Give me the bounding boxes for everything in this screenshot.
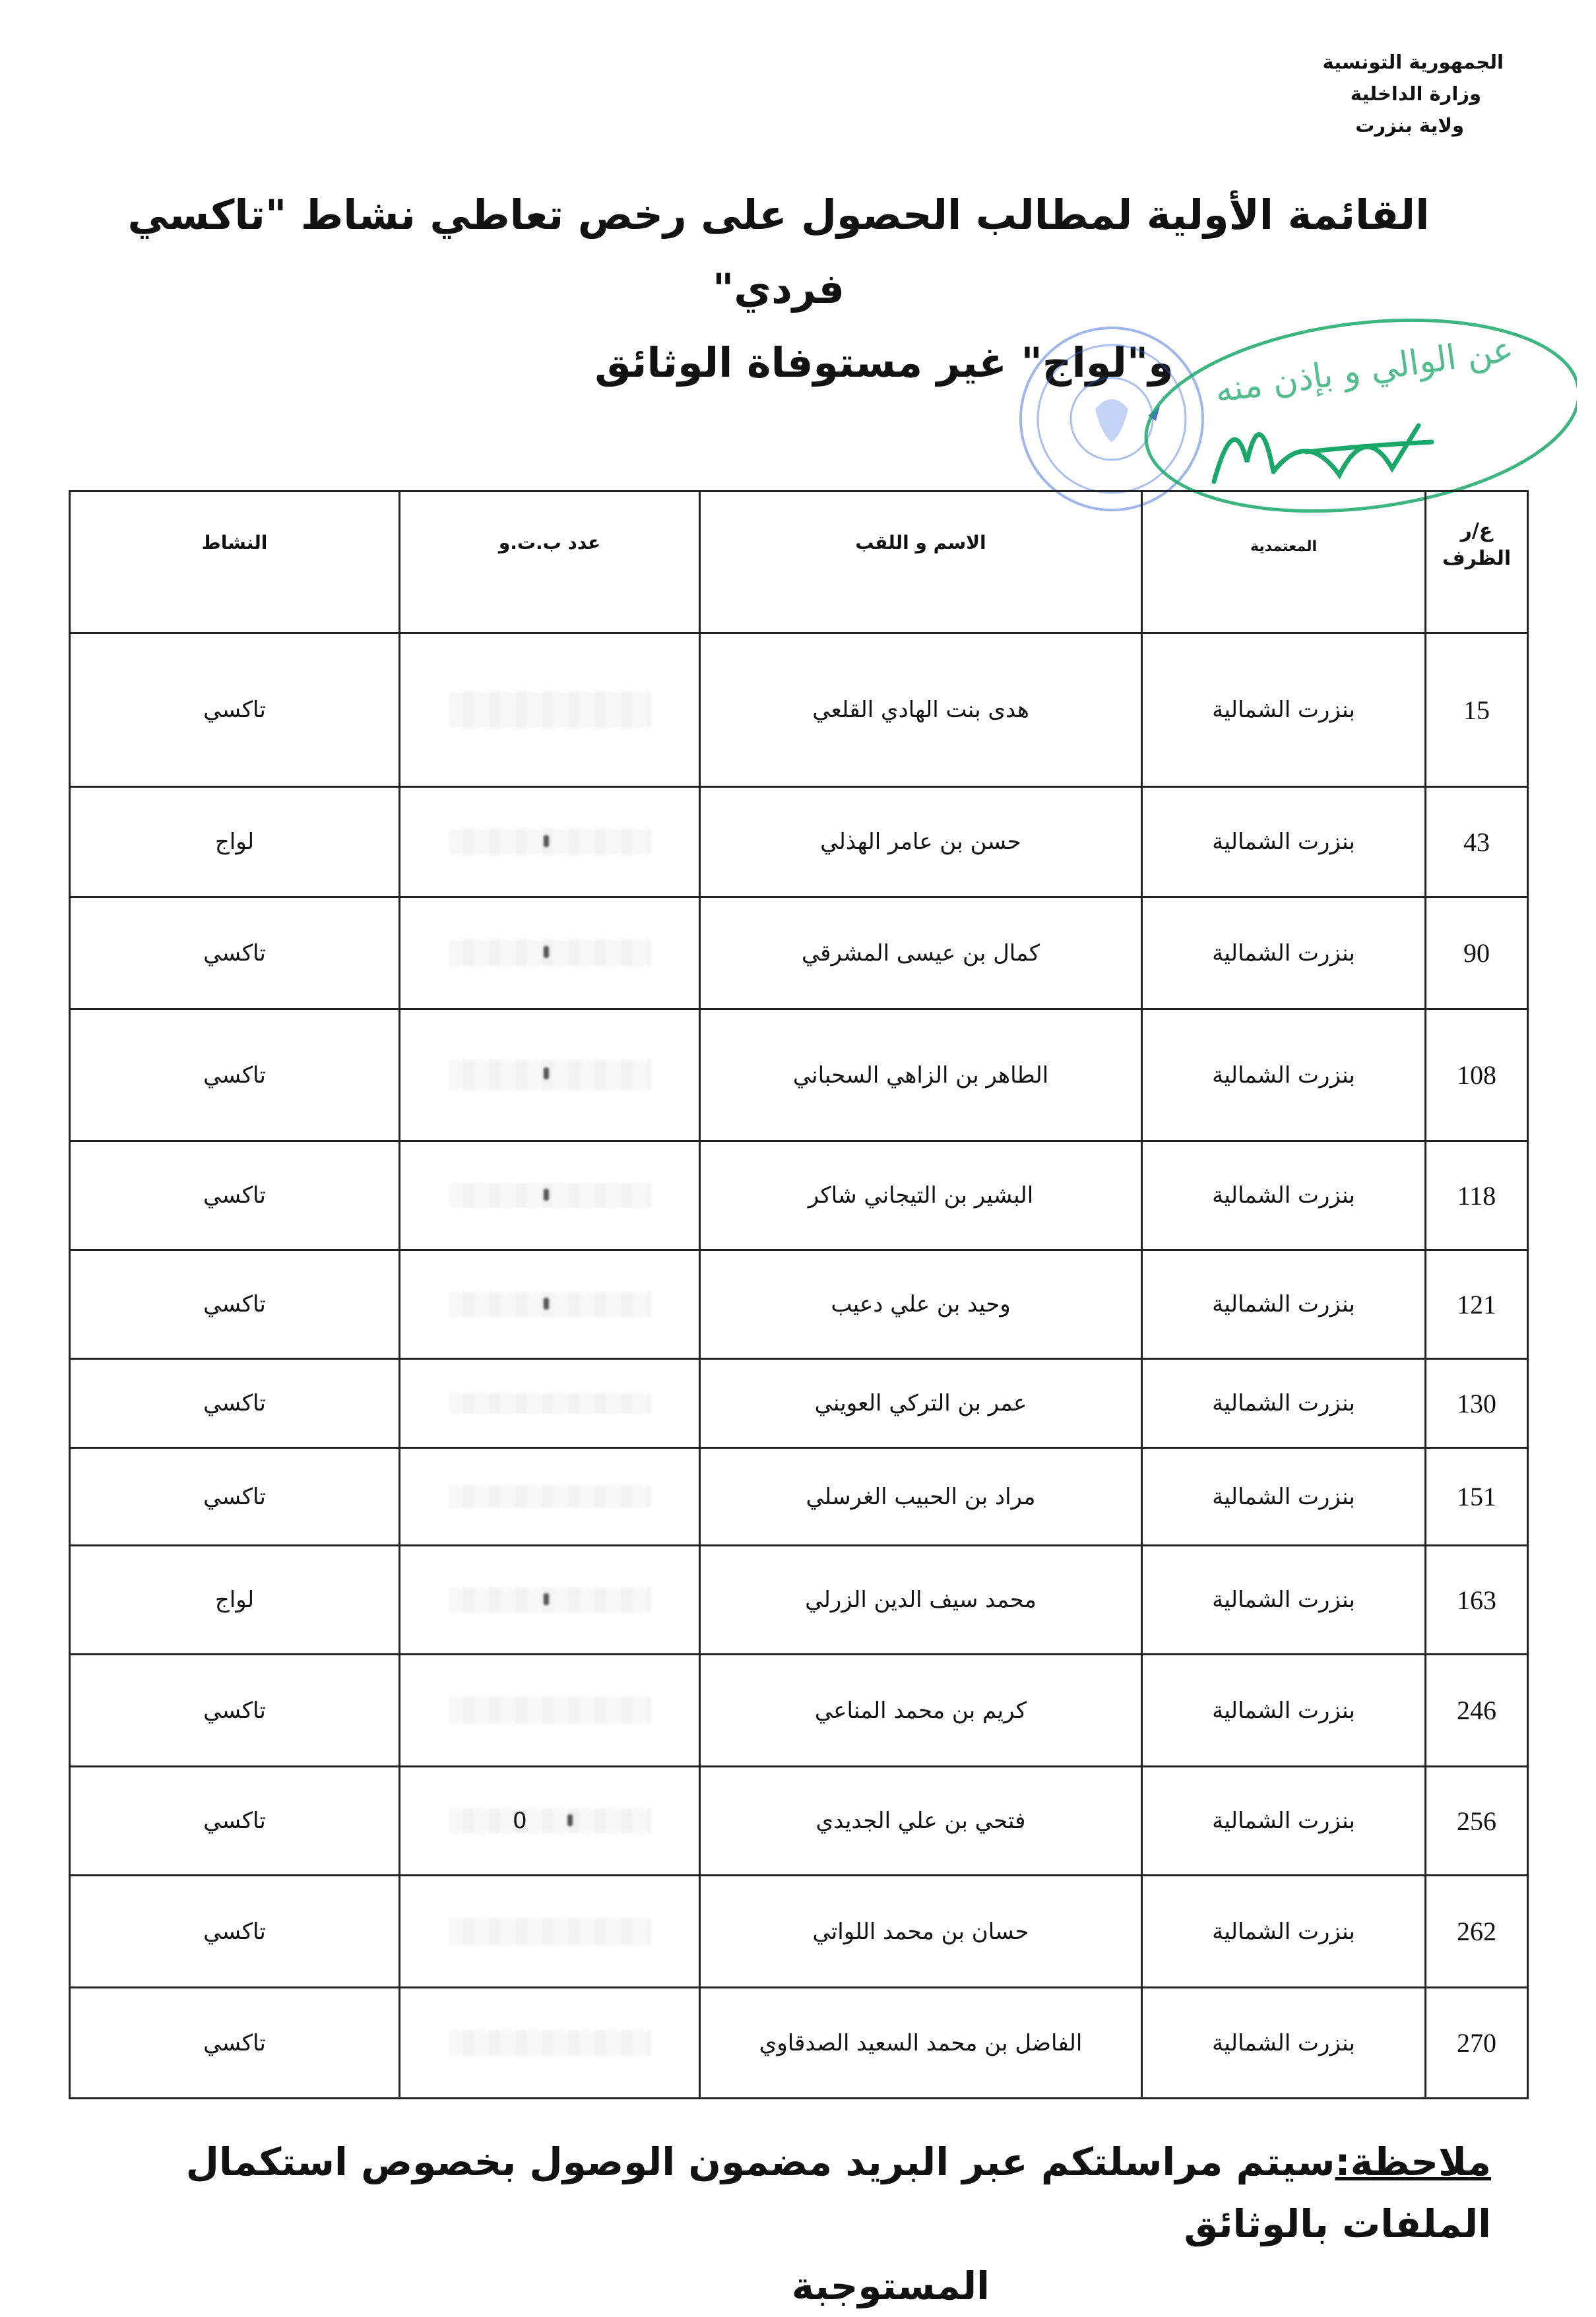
header-ministry: وزارة الداخلية (1350, 82, 1481, 105)
note-line-2: المستوجبة (791, 2264, 990, 2308)
table-row (70, 1988, 1528, 2099)
redaction-mark (448, 1697, 651, 1723)
cell-envelope-number: 43 (1426, 787, 1528, 897)
redaction-residue (544, 946, 549, 958)
cell-activity: تاكسي (70, 1876, 400, 1988)
redaction-mark (448, 691, 651, 728)
cell-full-name: كمال بن عيسى المشرقي (700, 897, 1142, 1009)
cell-full-name: عمر بن التركي العويني (700, 1359, 1142, 1448)
stamp-handwriting: عن الوالي و بإذن منه (1212, 329, 1516, 411)
redaction-residue (544, 1067, 549, 1079)
cell-delegation: بنزرت الشمالية (1142, 1655, 1426, 1767)
table-row (70, 1141, 1528, 1250)
cell-activity: لواج (70, 787, 400, 897)
cell-envelope-number: 90 (1426, 897, 1528, 1009)
cell-delegation: بنزرت الشمالية (1142, 1250, 1426, 1359)
redaction-mark (448, 1485, 651, 1508)
header-delegation: المعتمدية (1142, 492, 1426, 633)
cell-full-name: البشير بن التيجاني شاكر (700, 1141, 1142, 1250)
cell-envelope-number: 108 (1426, 1009, 1528, 1141)
header-id-number: عدد ب.ت.و (400, 492, 700, 633)
cell-full-name: وحيد بن علي دعيب (700, 1250, 1142, 1359)
cell-full-name: هدى بنت الهادي القلعي (700, 633, 1142, 787)
table-row (70, 1448, 1528, 1546)
cell-id-number-redacted (400, 1546, 700, 1655)
table-row (70, 1655, 1528, 1767)
table-row (70, 897, 1528, 1009)
cell-activity: تاكسي (70, 1009, 400, 1141)
cell-full-name: حسن بن عامر الهذلي (700, 787, 1142, 897)
cell-delegation: بنزرت الشمالية (1142, 787, 1426, 897)
cell-full-name: محمد سيف الدين الزرلي (700, 1546, 1142, 1655)
cell-activity: لواج (70, 1546, 400, 1655)
redaction-mark (448, 1292, 651, 1317)
cell-id-number-redacted (400, 897, 700, 1009)
header-republic: الجمهورية التونسية (1322, 51, 1504, 73)
cell-id-number-redacted (400, 1009, 700, 1141)
table-row (70, 787, 1528, 897)
cell-delegation: بنزرت الشمالية (1142, 1876, 1426, 1988)
cell-envelope-number: 15 (1426, 633, 1528, 787)
note-label: ملاحظة: (1335, 2140, 1491, 2184)
cell-full-name: الطاهر بن الزاهي السحباني (700, 1009, 1142, 1141)
redaction-mark (448, 1183, 651, 1209)
redaction-mark (448, 1393, 651, 1414)
redaction-residue (544, 1593, 549, 1605)
redaction-residue (544, 1298, 549, 1310)
cell-activity: تاكسي (70, 633, 400, 787)
redaction-mark (448, 1587, 651, 1613)
table-row (70, 1876, 1528, 1988)
cell-delegation: بنزرت الشمالية (1142, 1767, 1426, 1876)
cell-envelope-number: 118 (1426, 1141, 1528, 1250)
cell-id-number-redacted (400, 1250, 700, 1359)
table-row (70, 1359, 1528, 1448)
cell-full-name: فتحي بن علي الجديدي (700, 1767, 1142, 1876)
id-number-visible-fragment: 0 (513, 1808, 527, 1834)
cell-delegation: بنزرت الشمالية (1142, 1141, 1426, 1250)
cell-activity: تاكسي (70, 1141, 400, 1250)
cell-envelope-number: 130 (1426, 1359, 1528, 1448)
cell-delegation: بنزرت الشمالية (1142, 1988, 1426, 2099)
cell-id-number-redacted (400, 1988, 700, 2099)
cell-id-number-redacted (400, 1655, 700, 1767)
note-line-1 (73, 2131, 1491, 2255)
redaction-residue (544, 1189, 549, 1201)
table-row (70, 1546, 1528, 1655)
cell-full-name: كريم بن محمد المناعي (700, 1655, 1142, 1767)
table-row (70, 1009, 1528, 1141)
cell-delegation: بنزرت الشمالية (1142, 897, 1426, 1009)
table-row (70, 633, 1528, 787)
cell-envelope-number: 121 (1426, 1250, 1528, 1359)
cell-id-number-redacted (400, 633, 700, 787)
cell-id-number-redacted (400, 1359, 700, 1448)
cell-full-name: مراد بن الحبيب الغرسلي (700, 1448, 1142, 1546)
note-text: سيتم مراسلتكم عبر البريد مضمون الوصول بخصوص استكمال الملفات بالوثائق (185, 2140, 1491, 2246)
document-note (73, 2131, 1491, 2317)
header-governorate: ولاية بنزرت (1355, 114, 1464, 137)
applications-table (69, 490, 1529, 2099)
redaction-mark (448, 1060, 651, 1091)
header-activity: النشاط (70, 492, 400, 633)
cell-envelope-number: 256 (1426, 1767, 1528, 1876)
header-envelope-number: ع/ر الظرف (1426, 492, 1528, 633)
cell-activity: تاكسي (70, 897, 400, 1009)
cell-activity: تاكسي (70, 1250, 400, 1359)
cell-delegation: بنزرت الشمالية (1142, 633, 1426, 787)
cell-id-number-redacted (400, 1448, 700, 1546)
table-header-row (70, 492, 1528, 633)
cell-envelope-number: 151 (1426, 1448, 1528, 1546)
redaction-mark (448, 1918, 651, 1944)
cell-full-name: الفاضل بن محمد السعيد الصدقاوي (700, 1988, 1142, 2099)
table-row (70, 1767, 1528, 1876)
cell-full-name: حسان بن محمد اللواتي (700, 1876, 1142, 1988)
cell-id-number-partial (400, 1767, 700, 1876)
title-line-2: و"لواج" غير مستوفاة الوثائق (594, 338, 1174, 387)
redaction-mark (448, 2030, 651, 2056)
cell-delegation: بنزرت الشمالية (1142, 1359, 1426, 1448)
cell-activity: تاكسي (70, 1988, 400, 2099)
cell-activity: تاكسي (70, 1359, 400, 1448)
cell-activity: تاكسي (70, 1448, 400, 1546)
cell-envelope-number: 262 (1426, 1876, 1528, 1988)
cell-envelope-number: 246 (1426, 1655, 1528, 1767)
cell-envelope-number: 163 (1426, 1546, 1528, 1655)
redaction-mark (448, 829, 651, 854)
cell-activity: تاكسي (70, 1767, 400, 1876)
table-row (70, 1250, 1528, 1359)
redaction-mark (448, 939, 651, 966)
redaction-residue (544, 835, 549, 847)
cell-id-number-redacted (400, 1876, 700, 1988)
cell-delegation: بنزرت الشمالية (1142, 1448, 1426, 1546)
cell-envelope-number: 270 (1426, 1988, 1528, 2099)
cell-delegation: بنزرت الشمالية (1142, 1009, 1426, 1141)
title-line-1: القائمة الأولية لمطالب الحصول على رخص تعاطي نشاط "تاكسي فردي" (127, 191, 1430, 313)
cell-id-number-redacted (400, 787, 700, 897)
redaction-mark (448, 1808, 651, 1834)
cell-delegation: بنزرت الشمالية (1142, 1546, 1426, 1655)
redaction-residue (567, 1814, 573, 1826)
cell-id-number-redacted (400, 1141, 700, 1250)
cell-activity: تاكسي (70, 1655, 400, 1767)
header-full-name: الاسم و اللقب (700, 492, 1142, 633)
document-header (1240, 46, 1504, 141)
